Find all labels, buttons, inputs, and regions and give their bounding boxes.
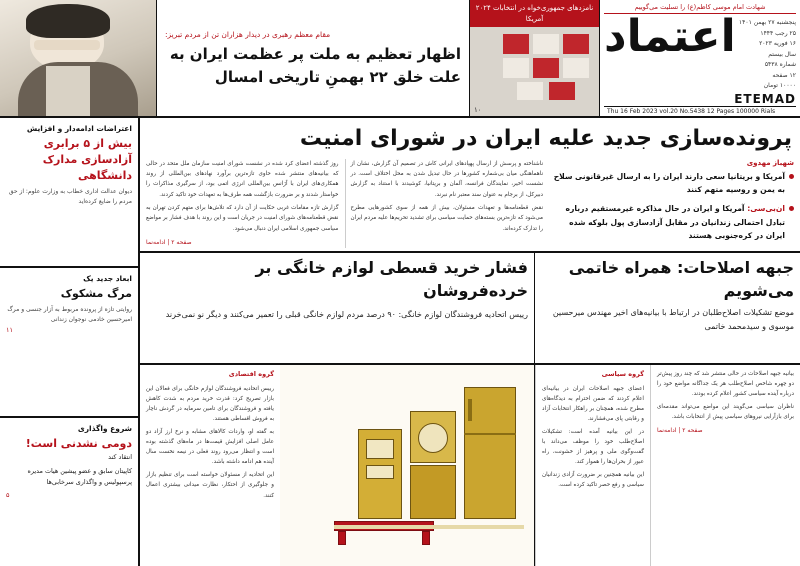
sidebar-item-protests[interactable]	[0, 118, 138, 268]
bullet-dot-icon	[789, 206, 794, 211]
sidebar-item-kicker: اعتراضات ادامه‌دار و افزایش	[26, 124, 132, 133]
sidebar-item-title: دومی نشدنی است!	[25, 436, 132, 450]
middle-band	[140, 253, 800, 365]
sidebar-item-page-number: ۵	[6, 491, 10, 500]
lead-bullets	[549, 159, 794, 249]
lead-body-column: ناشناخته و پرسش از ارسال پهپادهای ایرانی کاش در تصمیم آن گزارش، نشان از ناهماهنگی میان بی‌شماره کشورها در حال تبدیل شدن به محل اختلاف است. در نشست اخیر، نمایندگان فرانسه، آلمان و بریتانیا، کوشیدند با استناد به گزارش دبیرکل، از برجام به عنوان سند معتبر نام نبرند. نقض قطعنامه‌ها و تعهدات مسئولان، بیش از همه از سوی کشورهایی مطرح می‌شود که تازه‌ترین بسته‌های حمایت سیاسی برای تشدید تحریم‌ها علیه مردم ایران را تدارک کرده‌اند.	[345, 159, 544, 249]
appliances-headline: فشار خرید قسطی لوازم خانگی بر خرده‌فروشان	[255, 258, 528, 300]
sidebar-item-title: مرگ مشکوک	[60, 286, 132, 300]
sidebar-item-kicker: ابعاد جدید یک	[83, 274, 132, 283]
sidebar-item-suspicious-death[interactable]	[0, 268, 138, 418]
appliances-subhead: رییس اتحادیه فروشندگان لوازم خانگی: ۹۰ درصد مردم لوازم خانگی قبلی را تعمیر می‌کنند و دیگر نو نمی‌خرند	[165, 309, 528, 319]
issue-info-bar: Thu 16 Feb 2023 vol.20 No.5438 12 Pages 100000 Rials	[604, 106, 796, 117]
appliances-body: گروه اقتصادی رییس اتحادیه فروشندگان لوازم خانگی برای فعالان این بازار تصریح کرد: قدرت خرید مردم به شدت کاهش یافته و فروشندگان برای تامین سرمایه در گردش ناچار به فروش اقساطی هستند. به گفته او، واردات کالاهای مشابه و نرخ ارز آزاد دو عامل اصلی افزایش قیمت‌ها در ماه‌های گذشته بوده است و انتظار می‌رود روند فعلی در نیمه نخست سال آینده هم ادامه داشته باشد. این اتحادیه از مسئولان خواسته است برای تنظیم بازار و جلوگیری از احتکار، نظارت میدانی بیشتری اعمال کنند.	[146, 370, 274, 499]
lead-story	[140, 118, 800, 253]
reform-front-jump-line: صفحه ۲ | ادامه‌نما	[657, 426, 703, 434]
secondary-photo-page-number: ۱۰	[474, 106, 482, 114]
lead-bullets-byline: شهباز مهدوی	[746, 158, 794, 167]
leader-portrait	[0, 0, 157, 116]
appliances-story	[140, 253, 535, 363]
paper-title: اعتماد	[604, 11, 736, 63]
list-item: آمریکا و بریتانیا سعی دارند ایران را به ارسال غیرقانونی سلاح به یمن و روسیه متهم کنند	[549, 170, 794, 197]
lead-headline: پرونده‌سازی جدید علیه ایران در شورای امنیت	[299, 126, 792, 151]
masthead-logo-block	[600, 0, 800, 116]
main-column	[140, 118, 800, 566]
sidebar-item-title: بیش از ۵ برابری آزادسازی مدارک دانشگاهی	[42, 136, 132, 182]
secondary-photo-caption: نامزدهای جمهوری‌خواه در انتخابات ۲۰۲۴ آمریکا	[470, 0, 599, 27]
bullet-dot-icon	[789, 174, 794, 179]
reform-front-body-b: بیانیه جبهه اصلاحات در حالی منتشر شد که چند روز پیش‌تر دو چهره شاخص اصلاح‌طلب هر یک جداگانه مواضع خود را درباره آینده سیاسی کشور اعلام کرده بودند. ناظران سیاسی می‌گویند این مواضع می‌تواند مقدمه‌ای برای بازآرایی نیروهای سیاسی پیش از انتخابات باشد. صفحه ۲ | ادامه‌نما	[650, 365, 800, 566]
masthead-headline: اظهار تعظیم به ملت پر عظمت ایران به علت خلق ۲۲ بهمنِ تاریخی امسال	[169, 44, 461, 87]
masthead	[0, 0, 800, 118]
appliances-illustration	[280, 365, 535, 566]
lead-jump-line: صفحه ۲ | ادامه‌نما	[146, 239, 192, 247]
reform-front-desk-tag: گروه سیاسی	[601, 370, 644, 379]
list-item: ان‌بی‌سی: آمریکا و ایران در حال مذاکره غیرمستقیم درباره تبادل احتمالی زندانیان در مقابل آزادسازی پول بلوکه شده ایران در کره‌جنوبی هستند	[549, 202, 794, 242]
paper-title-latin: ETEMAD	[734, 91, 796, 106]
sidebar-item-kicker: شروع واگذاری	[77, 424, 132, 433]
sidebar-item-body: روایتی تازه از پرونده مربوط به آزار جنسی و مرگ امیرحسین خادمی نوجوان زندانی	[7, 305, 132, 324]
reform-front-headline: جبهه اصلاحات: همراه خاتمی می‌شویم	[568, 258, 794, 300]
top-banner: شهادت امام موسی کاظم(ع) را تسلیت می‌گوییم	[604, 2, 796, 14]
sidebar-item-body: دیوان عدالت اداری خطاب به وزارت علوم: از حق مردم را ضایع کرده‌اید	[8, 187, 132, 206]
sidebar-item-club-handover[interactable]	[0, 418, 138, 566]
sidebar-item-page-number: ۱۱	[6, 326, 13, 335]
sidebar-item-body: انتقاد کند کاپیتان سابق و عضو پیشین هیات مدیره پرسپولیس و واگذاری سرخابی‌ها	[27, 452, 132, 487]
bullet-source-label: ان‌بی‌سی:	[747, 204, 785, 214]
appliances-desk-tag: گروه اقتصادی	[228, 370, 274, 379]
reform-front-story	[535, 253, 800, 363]
masthead-headline-block	[157, 0, 470, 116]
bottom-band	[140, 365, 800, 566]
sidebar	[0, 118, 140, 566]
reform-front-body-a: گروه سیاسی اعضای جبهه اصلاحات ایران در بیانیه‌ای اعلام کردند که ضمن احترام به دیدگاه‌های مطرح شده، همچنان بر راهکار انتخابات آزاد و رقابتی پای می‌فشارند. در این بیانیه آمده است: تشکیلات اصلاح‌طلب خود را موظف می‌داند با گفت‌وگوی ملی و پرهیز از خشونت، راه عبور از بحران‌ها را هموار کند. این بیانیه همچنین بر ضرورت آزادی زندانیان سیاسی و رفع حصر تاکید کرده است.	[535, 365, 650, 566]
lead-body-column: روز گذشته اعضای کرد شده در نشست شورای امنیت سازمان ملل متحد در حالی که بیانیه‌های منتشر شده حاوی تازه‌ترین برآورد نهادهای بین‌المللی از روند همکاری‌های ایران با آژانس بین‌المللی انرژی اتمی بود، از سرگیری مذاکرات را خواستار شدند و بر ضرورت بازگشت همه طرف‌ها به تعهدات خود تاکید کردند. گزارش تازه مقامات غربی حکایت از آن دارد که تلاش‌ها برای متهم کردن تهران به نقض قطعنامه‌های شورای امنیت در جریان است و این روند با هدف فشار بر مواضع سیاسی جمهوری اسلامی ایران دنبال می‌شود. صفحه ۲ | ادامه‌نما	[146, 159, 339, 249]
reform-front-subhead: موضع تشکیلات اصلاح‌طلبان در ارتباط با بیانیه‌های اخیر مهندس میرحسین موسوی و سیدمحمد خاتمی	[552, 307, 794, 331]
dateline: پنجشنبه ۲۷ بهمن ۱۴۰۱ ۲۵ رجب ۱۴۴۴ ۱۶ فوریه ۲۰۲۳ سال بیستم شماره ۵۴۳۸ ۱۲ صفحه ۱۰۰۰۰ تومان	[738, 19, 796, 90]
page-content	[0, 118, 800, 566]
masthead-kicker: مقام معظم رهبری در دیدار هزاران تن از مردم تبریز:	[165, 29, 331, 39]
secondary-photo	[470, 0, 600, 116]
